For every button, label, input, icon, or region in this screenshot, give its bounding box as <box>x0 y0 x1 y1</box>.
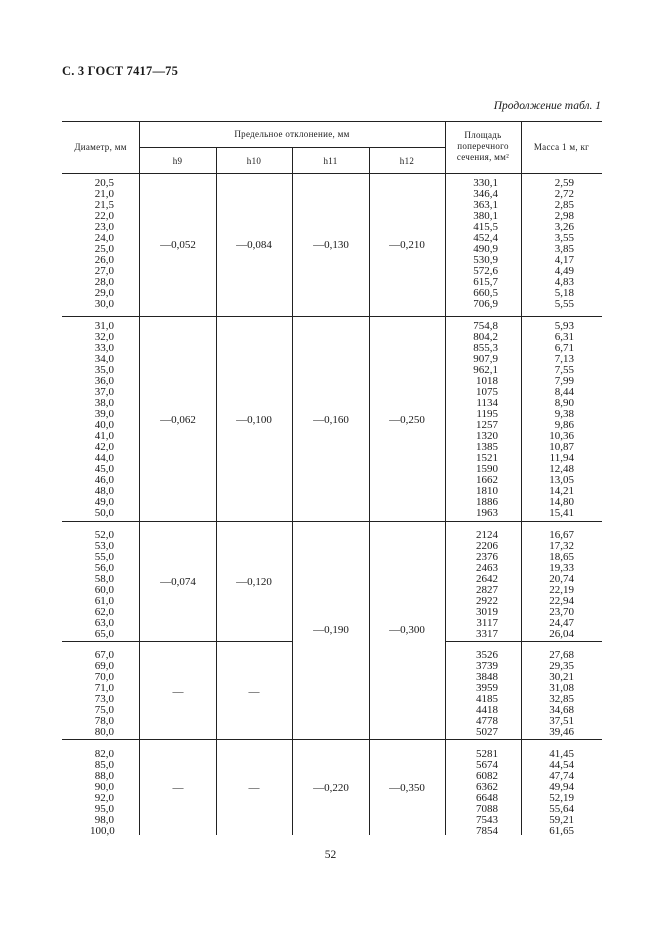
area-value: 1810 <box>476 485 498 497</box>
diameter-value: 70,0 <box>94 671 114 683</box>
mass-value: 44,54 <box>549 759 574 771</box>
header-h9: h9 <box>172 156 183 166</box>
mass-value: 31,08 <box>549 682 574 694</box>
area-value: 3848 <box>476 671 498 683</box>
area-value: 3317 <box>476 628 498 640</box>
diameter-value: 33,0 <box>94 342 114 354</box>
area-value: 4185 <box>476 693 498 705</box>
mass-value: 5,18 <box>554 287 574 299</box>
header-h11: h11 <box>323 156 338 166</box>
diameter-value: 88,0 <box>94 770 114 782</box>
g5-h10-value: — <box>248 782 260 794</box>
diameter-value: 65,0 <box>94 628 114 640</box>
mass-value: 39,46 <box>549 726 574 738</box>
diameter-value: 82,0 <box>94 748 114 760</box>
diameter-value: 85,0 <box>94 759 114 771</box>
mass-value: 3,26 <box>554 221 574 233</box>
area-value: 962,1 <box>473 364 498 376</box>
diameter-value: 58,0 <box>94 573 114 585</box>
area-column <box>470 178 498 837</box>
mass-value: 29,35 <box>549 660 574 672</box>
area-value: 3739 <box>476 660 498 672</box>
area-value: 490,9 <box>473 243 498 255</box>
mass-value: 27,68 <box>549 649 574 661</box>
area-value: 804,2 <box>473 331 498 343</box>
diameter-column <box>90 178 114 837</box>
g2-h12-value: —0,250 <box>389 414 425 426</box>
mass-value: 12,48 <box>549 463 574 475</box>
area-value: 3526 <box>476 649 498 661</box>
area-value: 3117 <box>476 617 498 629</box>
g3-h9-value: —0,074 <box>160 576 196 588</box>
header-h10: h10 <box>246 156 262 166</box>
area-value: 2463 <box>476 562 498 574</box>
area-value: 2124 <box>476 529 498 541</box>
diameter-value: 30,0 <box>94 298 114 310</box>
col-divider-area <box>521 121 522 835</box>
mass-value: 18,65 <box>549 551 574 563</box>
diameter-value: 52,0 <box>94 529 114 541</box>
area-value: 330,1 <box>473 177 498 189</box>
diameter-value: 61,0 <box>94 595 114 607</box>
area-value: 1521 <box>476 452 498 464</box>
mass-value: 22,19 <box>549 584 574 596</box>
diameter-value: 21,5 <box>94 199 114 211</box>
mass-value: 10,87 <box>549 441 574 453</box>
mass-value: 22,94 <box>549 595 574 607</box>
g2-h9-value: —0,062 <box>160 414 196 426</box>
mass-value: 7,55 <box>554 364 574 376</box>
diameter-value: 44,0 <box>94 452 114 464</box>
area-value: 346,4 <box>473 188 498 200</box>
diameter-value: 56,0 <box>94 562 114 574</box>
diameter-value: 38,0 <box>94 397 114 409</box>
area-value: 452,4 <box>473 232 498 244</box>
merged-h11-value: —0,190 <box>313 624 349 636</box>
area-value: 363,1 <box>473 199 498 211</box>
diameter-value: 24,0 <box>94 232 114 244</box>
diameter-value: 28,0 <box>94 276 114 288</box>
header-area <box>445 130 521 163</box>
mass-value: 23,70 <box>549 606 574 618</box>
g1-h12-value: —0,210 <box>389 239 425 251</box>
area-value: 2206 <box>476 540 498 552</box>
area-value: 1590 <box>476 463 498 475</box>
diameter-value: 67,0 <box>94 649 114 661</box>
mass-value: 5,55 <box>554 298 574 310</box>
area-value: 907,9 <box>473 353 498 365</box>
diameter-value: 50,0 <box>94 507 114 519</box>
mass-value: 3,85 <box>554 243 574 255</box>
mass-value: 2,85 <box>554 199 574 211</box>
mass-value: 10,36 <box>549 430 574 442</box>
area-value: 615,7 <box>473 276 498 288</box>
g1-h11-value: —0,130 <box>313 239 349 251</box>
diameter-value: 34,0 <box>94 353 114 365</box>
mass-value: 52,19 <box>549 792 574 804</box>
diameter-value: 80,0 <box>94 726 114 738</box>
g4-h10-value: — <box>248 686 260 698</box>
mass-value: 9,86 <box>554 419 574 431</box>
mass-value: 6,71 <box>554 342 574 354</box>
diameter-value: 21,0 <box>94 188 114 200</box>
mass-value: 26,04 <box>549 628 574 640</box>
diameter-value: 100,0 <box>90 825 115 837</box>
area-value: 5674 <box>476 759 498 771</box>
g5-h9-value: — <box>172 782 184 794</box>
g2-h10-value: —0,100 <box>236 414 272 426</box>
diameter-value: 40,0 <box>94 419 114 431</box>
area-value: 3959 <box>476 682 498 694</box>
document-header: С. 3 ГОСТ 7417—75 <box>62 64 179 78</box>
area-value: 7854 <box>476 825 498 837</box>
mass-value: 41,45 <box>549 748 574 760</box>
area-value: 4418 <box>476 704 498 716</box>
g5-h11-value: —0,220 <box>313 782 349 794</box>
area-value: 1963 <box>476 507 498 519</box>
mass-value: 47,74 <box>549 770 574 782</box>
diameter-value: 27,0 <box>94 265 114 277</box>
area-value: 1886 <box>476 496 498 508</box>
mass-value: 7,99 <box>554 375 574 387</box>
area-value: 5281 <box>476 748 498 760</box>
merged-h12-value: —0,300 <box>389 624 425 636</box>
header-diameter: Диаметр, мм <box>74 142 127 152</box>
area-value: 6362 <box>476 781 498 793</box>
g4-h9-value: — <box>172 686 184 698</box>
table-continuation-label: Продолжение табл. 1 <box>493 100 601 112</box>
area-value: 415,5 <box>473 221 498 233</box>
area-value: 3019 <box>476 606 498 618</box>
diameter-value: 41,0 <box>94 430 114 442</box>
area-value: 380,1 <box>473 210 498 222</box>
g1-h10-value: —0,084 <box>236 239 272 251</box>
mass-value: 16,67 <box>549 529 574 541</box>
mass-value: 2,72 <box>554 188 574 200</box>
diameter-value: 90,0 <box>94 781 114 793</box>
diameter-value: 55,0 <box>94 551 114 563</box>
area-value: 1195 <box>476 408 498 420</box>
mass-value: 4,83 <box>554 276 574 288</box>
mass-value: 4,49 <box>554 265 574 277</box>
area-value: 572,6 <box>473 265 498 277</box>
mass-value: 61,65 <box>549 825 574 837</box>
header-area-line-2: поперечного <box>457 141 509 151</box>
area-value: 706,9 <box>473 298 498 310</box>
col-divider-h9 <box>216 147 217 835</box>
diameter-value: 31,0 <box>94 320 114 332</box>
diameter-value: 36,0 <box>94 375 114 387</box>
area-value: 1385 <box>476 441 498 453</box>
mass-value: 11,94 <box>549 452 574 464</box>
mass-value: 34,68 <box>549 704 574 716</box>
mass-value: 4,17 <box>554 254 574 266</box>
diameter-value: 98,0 <box>94 814 114 826</box>
area-value: 754,8 <box>473 320 498 332</box>
diameter-value: 42,0 <box>94 441 114 453</box>
diameter-value: 25,0 <box>94 243 114 255</box>
area-value: 2827 <box>476 584 498 596</box>
diameter-value: 95,0 <box>94 803 114 815</box>
mass-column <box>546 178 574 837</box>
mass-value: 2,98 <box>554 210 574 222</box>
area-value: 2376 <box>476 551 498 563</box>
area-value: 5027 <box>476 726 498 738</box>
mass-value: 30,21 <box>549 671 574 683</box>
mass-value: 20,74 <box>549 573 574 585</box>
mass-value: 14,80 <box>549 496 574 508</box>
area-value: 2642 <box>476 573 498 585</box>
mass-value: 15,41 <box>549 507 574 519</box>
mass-value: 19,33 <box>549 562 574 574</box>
area-value: 1662 <box>476 474 498 486</box>
mass-value: 6,31 <box>554 331 574 343</box>
diameter-value: 69,0 <box>94 660 114 672</box>
mass-value: 7,13 <box>554 353 574 365</box>
mass-value: 14,21 <box>549 485 574 497</box>
page-number: 52 <box>324 849 337 861</box>
col-divider-h11 <box>369 147 370 835</box>
diameter-value: 23,0 <box>94 221 114 233</box>
diameter-value: 45,0 <box>94 463 114 475</box>
area-value: 6082 <box>476 770 498 782</box>
mass-value: 9,38 <box>554 408 574 420</box>
mass-value: 8,44 <box>554 386 574 398</box>
diameter-value: 35,0 <box>94 364 114 376</box>
diameter-value: 20,5 <box>94 177 114 189</box>
diameter-value: 32,0 <box>94 331 114 343</box>
mass-value: 32,85 <box>549 693 574 705</box>
col-divider-h12 <box>445 121 446 835</box>
diameter-value: 63,0 <box>94 617 114 629</box>
col-divider-diameter <box>139 121 140 835</box>
group-separator-3-right <box>445 641 602 642</box>
diameter-value: 60,0 <box>94 584 114 596</box>
diameter-value: 22,0 <box>94 210 114 222</box>
area-value: 1320 <box>476 430 498 442</box>
header-mass: Масса 1 м, кг <box>533 142 590 152</box>
g3-h10-value: —0,120 <box>236 576 272 588</box>
area-value: 660,5 <box>473 287 498 299</box>
g5-h12-value: —0,350 <box>389 782 425 794</box>
mass-value: 55,64 <box>549 803 574 815</box>
diameter-value: 73,0 <box>94 693 114 705</box>
mass-value: 5,93 <box>554 320 574 332</box>
area-value: 4778 <box>476 715 498 727</box>
area-value: 7543 <box>476 814 498 826</box>
diameter-value: 48,0 <box>94 485 114 497</box>
mass-value: 37,51 <box>549 715 574 727</box>
area-value: 7088 <box>476 803 498 815</box>
area-value: 1257 <box>476 419 498 431</box>
header-area-line-3: сечения, мм² <box>456 152 510 162</box>
diameter-value: 53,0 <box>94 540 114 552</box>
g2-h11-value: —0,160 <box>313 414 349 426</box>
diameter-value: 46,0 <box>94 474 114 486</box>
area-value: 2922 <box>476 595 498 607</box>
diameter-value: 75,0 <box>94 704 114 716</box>
area-value: 530,9 <box>473 254 498 266</box>
header-area-line-1: Площадь <box>464 130 502 140</box>
mass-value: 49,94 <box>549 781 574 793</box>
mass-value: 13,05 <box>549 474 574 486</box>
area-value: 1075 <box>476 386 498 398</box>
diameter-value: 78,0 <box>94 715 114 727</box>
diameter-value: 71,0 <box>94 682 114 694</box>
header-h12: h12 <box>399 156 415 166</box>
mass-value: 8,90 <box>554 397 574 409</box>
diameter-value: 29,0 <box>94 287 114 299</box>
mass-value: 3,55 <box>554 232 574 244</box>
mass-value: 2,59 <box>554 177 574 189</box>
diameter-value: 37,0 <box>94 386 114 398</box>
area-value: 855,3 <box>473 342 498 354</box>
mass-value: 59,21 <box>549 814 574 826</box>
col-divider-h10 <box>292 147 293 835</box>
diameter-value: 26,0 <box>94 254 114 266</box>
area-value: 1018 <box>476 375 498 387</box>
mass-value: 17,32 <box>549 540 574 552</box>
header-deviation: Предельное отклонение, мм <box>234 129 350 139</box>
diameter-value: 62,0 <box>94 606 114 618</box>
g1-h9-value: —0,052 <box>160 239 196 251</box>
diameter-value: 39,0 <box>94 408 114 420</box>
mass-value: 24,47 <box>549 617 574 629</box>
area-value: 6648 <box>476 792 498 804</box>
diameter-value: 92,0 <box>94 792 114 804</box>
area-value: 1134 <box>476 397 498 409</box>
diameter-value: 49,0 <box>94 496 114 508</box>
